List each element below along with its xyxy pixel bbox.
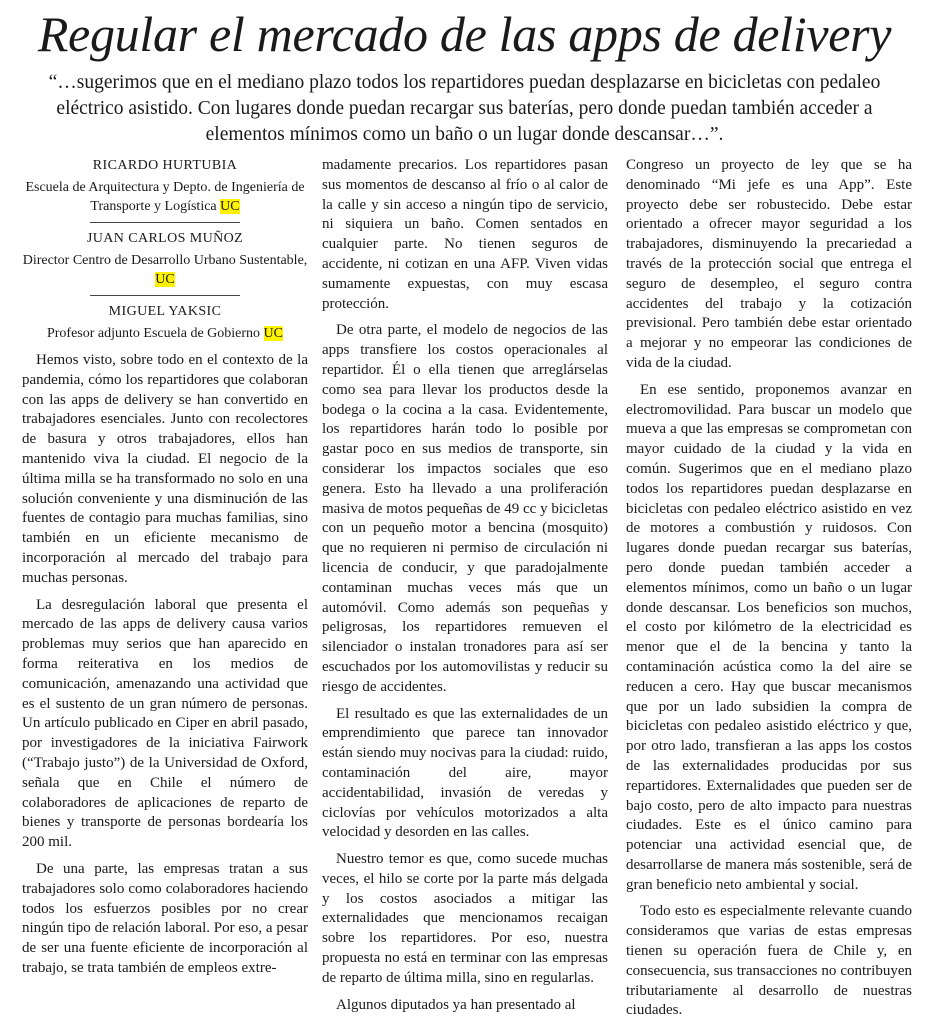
article-column-1 <box>22 156 308 986</box>
body-paragraph: Todo esto es especialmente relevante cuando consideramos que varias de estas empresas tienen su operación fuera de Chile y, en consecuencia, sus transacciones no contribuyen tributariamente al desarrollo de nuestras ciudades. <box>626 903 912 1019</box>
author-affiliation: Director Centro de Desarrollo Urbano Sustentable, UC <box>22 253 308 287</box>
body-paragraph: madamente precarios. Los repartidores pasan sus momentos de descanso al frío o al calor de la calle y sin acceso a ningún tipo de servicio, ni siquiera un baño. Comen sentados en cualquier parte. No tienen seguros de accidente, ni cotizan en una AFP. Viven vidas sumamente expuestas, con muy escasa protección. <box>322 157 608 312</box>
author-name: RICARDO HURTUBIA <box>92 158 238 173</box>
author-block <box>22 156 308 343</box>
body-paragraph: El resultado es que las externalidades de un emprendimiento que parece tan innovador están siendo muy nocivas para la ciudad: ruido, contaminación del aire, mayor accidentabilidad, invasión de veredas y ciclovías por vehículos motorizados a alta velocidad y desorden en las calles. <box>322 705 608 841</box>
author-name: JUAN CARLOS MUÑOZ <box>86 231 244 246</box>
article-title: Regular el mercado de las apps de delivery <box>37 6 892 62</box>
body-paragraph: De otra parte, el modelo de negocios de las apps transfiere los costos operacionales al repartidor. Él o ella tienen que arreglárselas como sea para llevar los productos desde la bodega o la cocina a la casa. Evidentemente, los repartidores harán todo lo posible por gastar poco en sus medios de transporte, sin considerar los impactos sociales que eso genera. Esto ha llevado a una proliferación masiva de motos pequeñas de 49 cc y bicicletas con un pequeño motor a bencina (mosquito) que no requieren ni permiso de circulación ni licencia de conducir, y que paradojalmente contaminan muchas veces más que un automóvil. Como además son pequeñas y peligrosas, los repartidores remueven el silenciador o instalan tronadores para así ser escuchados por los automovilistas y reducir su riesgo de accidentes. <box>322 322 608 695</box>
article-column-2 <box>322 156 608 1022</box>
highlighted-org: UC <box>220 199 240 214</box>
divider <box>90 295 240 296</box>
body-paragraph: Nuestro temor es que, como sucede muchas veces, el hilo se corte por la parte más delgada y los costos asociados a mitigar las externalidades que mencionamos recaigan sobre los repartidores. Por eso, nuestra propuesta no está en terminar con las empresas de reparto de última milla, sino en regularlas. <box>322 851 608 986</box>
body-paragraph: De una parte, las empresas tratan a sus trabajadores solo como colaboradores haciendo todos los esfuerzos posibles por no crear ningún tipo de relación laboral. Por eso, a pesar de ser una fuente eficiente de incorporación al trabajo, se trata también de empleos extre- <box>22 860 308 976</box>
author-affiliation: Profesor adjunto Escuela de Gobierno UC <box>46 326 283 341</box>
body-paragraph: La desregulación laboral que presenta el mercado de las apps de delivery causa varios problemas muy serios que han aparecido en forma reiterativa en los medios de comunicación, amenazando una actividad que es el sustento de un gran número de personas. Un artículo publicado en Ciper en abril pasado, por investigadores de la iniciativa Fairwork (“Trabajo justo”) de la Universidad de Oxford, señala que en Chile el número de colaboradores de aplicaciones de reparto de bienes y transporte de personas bordearía los 200 mil. <box>22 596 308 851</box>
body-paragraph: Congreso un proyecto de ley que se ha denominado “Mi jefe es una App”. Este proyecto debe ser robustecido. Debe estar orientado a ofrecer mayor seguridad a los trabajadores, disminuyendo la precariedad a través de la protección social que entrega el seguro de desempleo, el seguro contra accidentes del trabajo y la cotización previsional. Pero también debe estar orientado a mejorar y no empeorar las condiciones de vida de la ciudad. <box>626 157 912 371</box>
body-paragraph: Algunos diputados ya han presentado al <box>336 996 576 1013</box>
body-paragraph: En ese sentido, proponemos avanzar en electromovilidad. Para buscar un modelo que mueva a que las empresas se comprometan con mayor cuidado de la ciudad y la vida en común. Sugerimos que en el mediano plazo todos los repartidores puedan desplazarse en bicicletas con pedaleo eléctrico asistido en vez de motores a combustión y ruidosos. Con lugares donde puedan recargar sus baterías, pero donde puedan también acceder a elementos mínimos, como un baño o un lugar donde descansar. Los beneficios son muchos, el costo por kilómetro de la electricidad es menor que el de la bencina y tanto la contaminación acústica como la del aire se reducen a cero. Hay que buscar mecanismos que por un lado subsidien la compra de bicicletas con pedaleo asistido eléctrico y que, por otro lado, transfieran a las apps los costos de las externalidades producidas por sus repartidores. Externalidades que pueden ser de bajo costo, pero de alto impacto para nuestras ciudades. Este es el único camino para potenciar una actividad esencial que, de desarrollarse de manera más sostenible, será de gran beneficio neto ambiental y social. <box>626 381 912 893</box>
divider <box>90 222 240 223</box>
article-column-3 <box>626 156 912 1028</box>
author-affiliation: Escuela de Arquitectura y Depto. de Ingeniería de Transporte y Logística UC <box>25 180 305 214</box>
article-lead-quote: “…sugerimos que en el mediano plazo todos los repartidores puedan desplazarse en bicicletas con pedaleo eléctrico asistido. Con lugares donde puedan recargar sus baterías, pero donde puedan también acceder a elementos mínimos como un baño o un lugar donde descansar…”. <box>48 72 881 145</box>
highlighted-org: UC <box>263 326 283 341</box>
author-name: MIGUEL YAKSIC <box>108 304 222 319</box>
body-paragraph: Hemos visto, sobre todo en el contexto de la pandemia, cómo los repartidores que colaboran con las apps de delivery se han convertido en trabajadores esenciales. Junto con recolectores de basura y otros trabajadores, ellos han mantenido viva la ciudad. El negocio de la última milla se ha transformado no solo en una solución conveniente y una disminución de las fuentes de contagio para muchas familias, sino también en un eficiente mecanismo de incorporación al mercado del trabajo para muchas personas. <box>22 352 308 586</box>
highlighted-org: UC <box>155 272 175 287</box>
